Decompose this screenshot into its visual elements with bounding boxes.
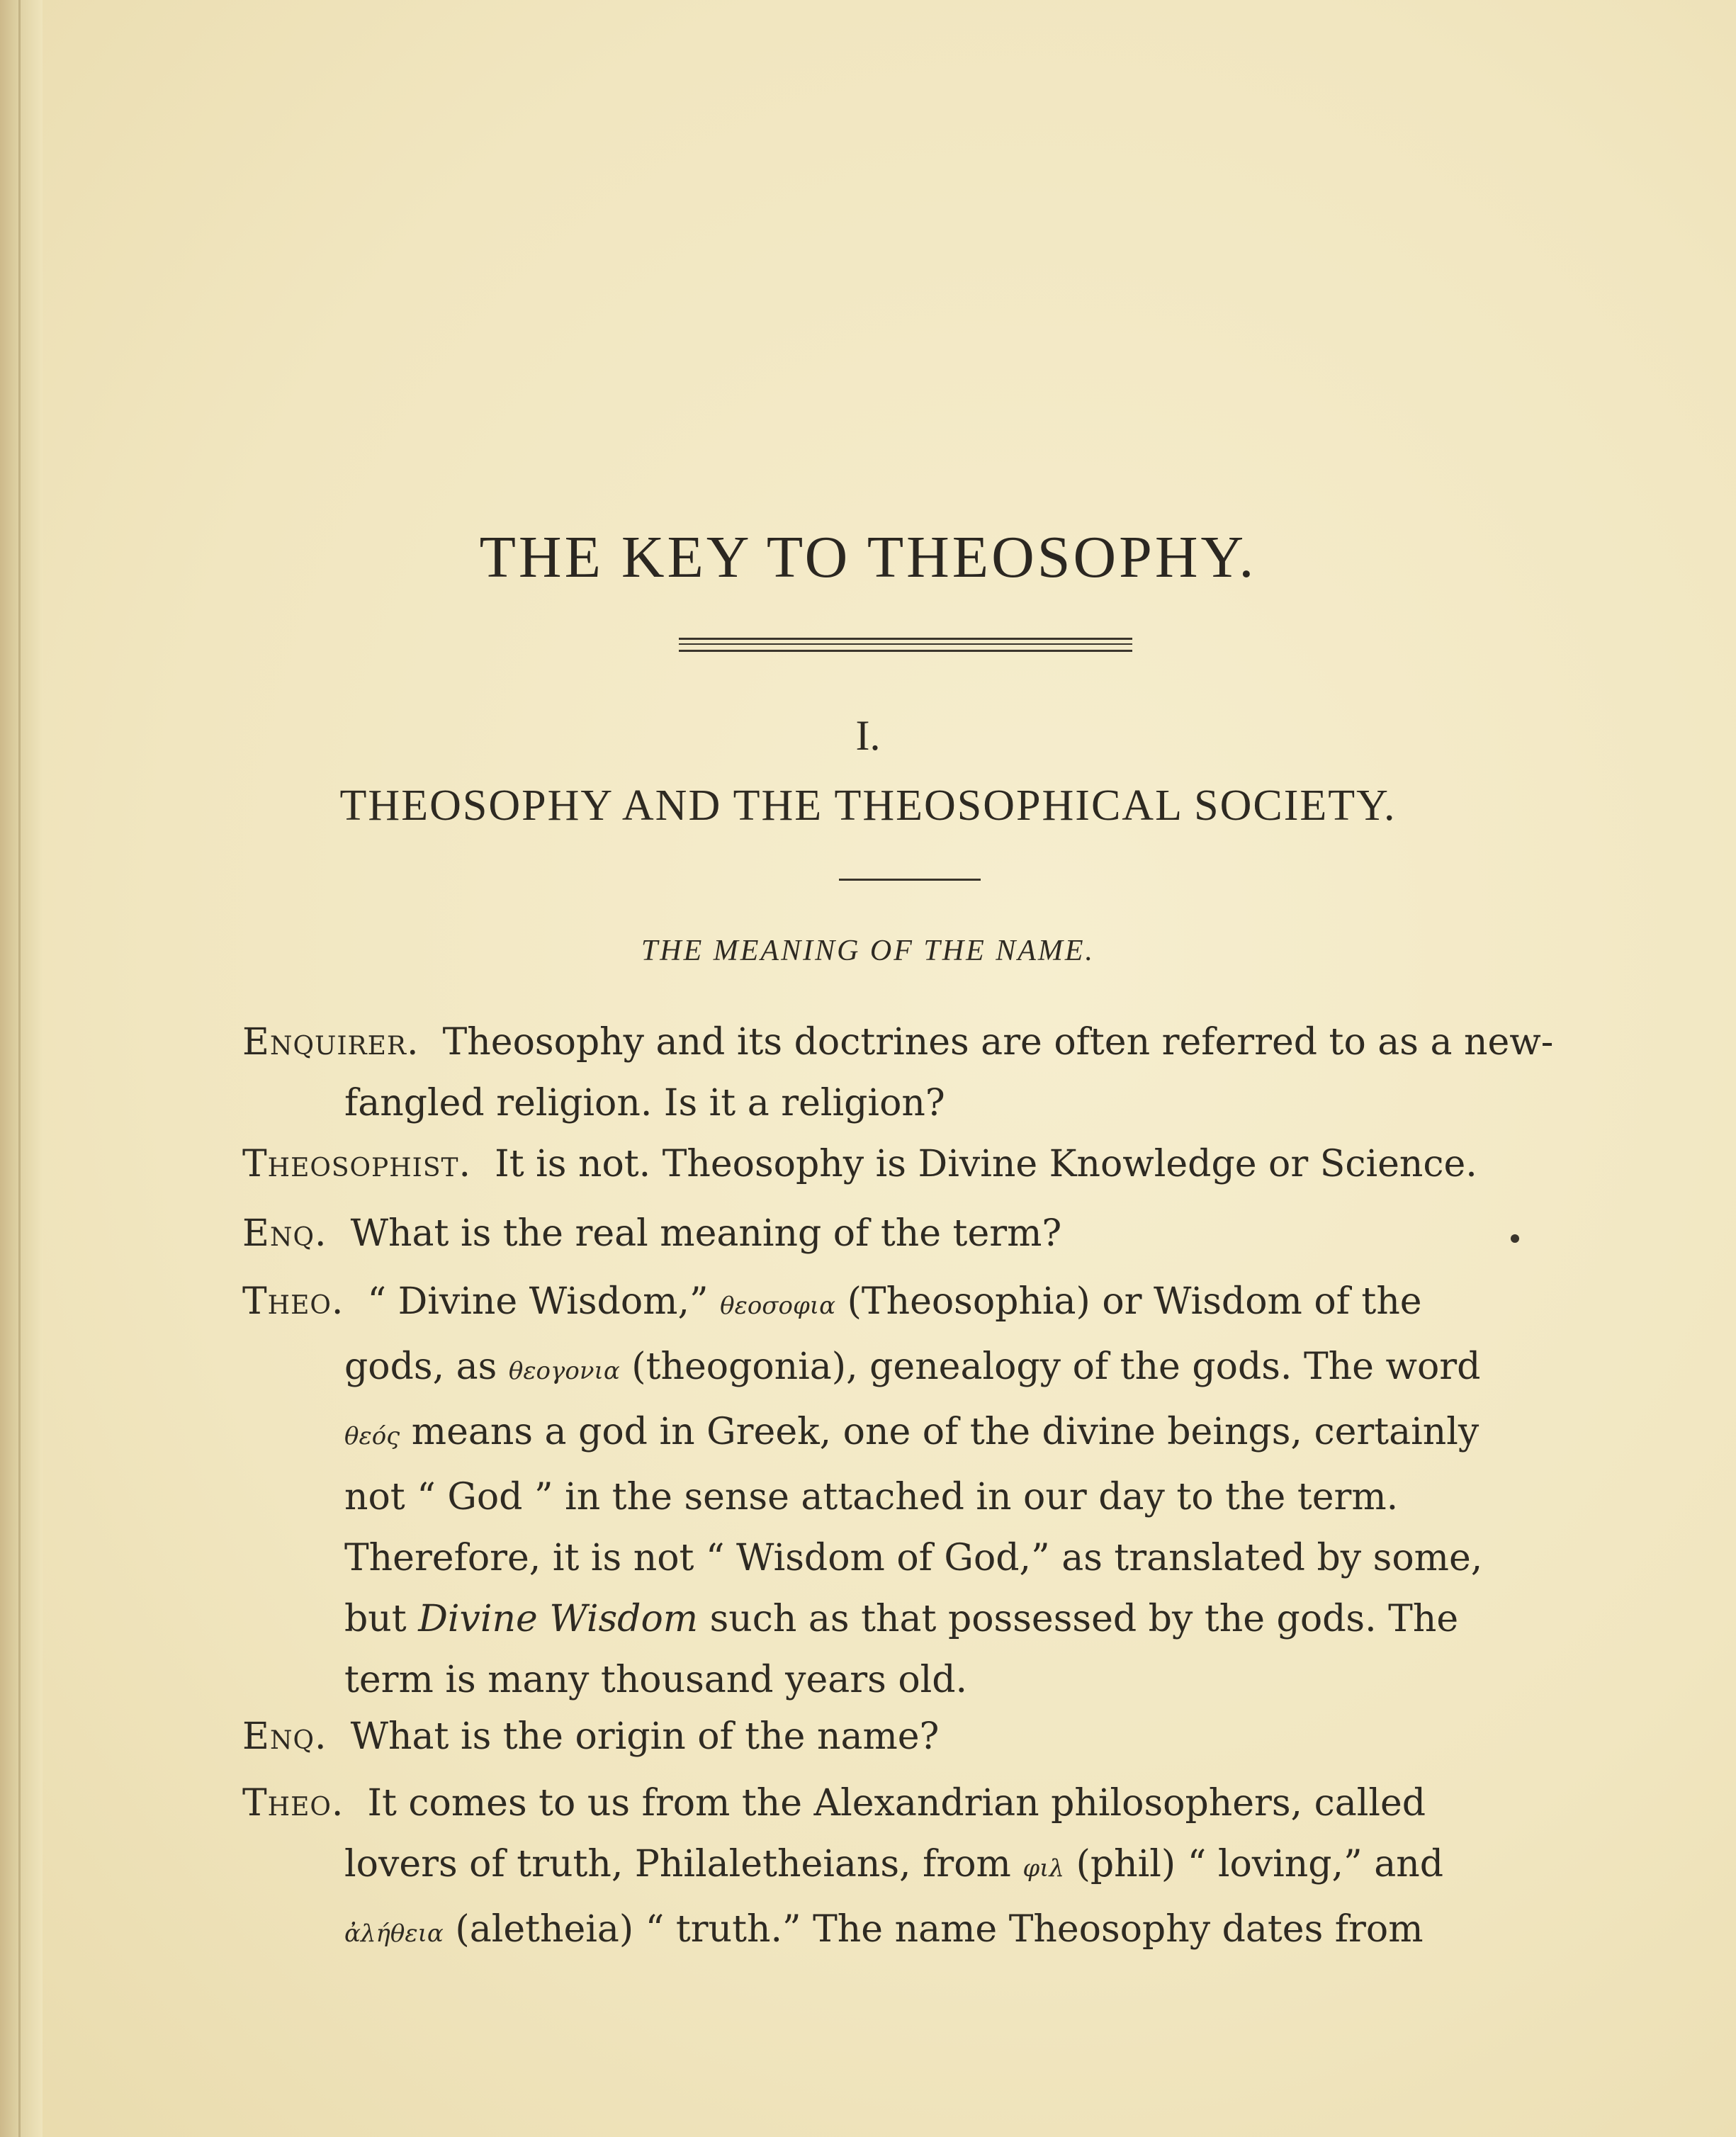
section-heading: THE MEANING OF THE NAME. [641,935,1095,967]
dialogue-text: What is the real meaning of the term? [350,1212,1062,1255]
dialogue-theosophist [242,1134,1587,1195]
dialogue-theo-1 [242,1271,1587,1710]
speaker-label: Theo. [242,1280,344,1323]
dialogue-line [242,1589,1587,1650]
dialogue-line [242,1271,1587,1336]
speaker-label: Enquirer. [242,1021,419,1064]
greek-word: θεοσοφια [720,1292,836,1320]
greek-word: φιλ [1022,1854,1065,1883]
chapter-number: I. [855,712,881,759]
dialogue-text: fangled religion. Is it a religion? [344,1082,945,1124]
dialogue-text: It comes to us from the Alexandrian philosophers, called [367,1782,1426,1825]
dialogue-line [242,1899,1587,1964]
single-rule-divider [839,879,981,881]
dialogue-enq-2 [242,1706,1587,1767]
dialogue-text: means a god in Greek, one of the divine beings, certainly [400,1411,1479,1453]
dialogue-text: (aletheia) “ truth.” The name Theosophy dates from [443,1908,1424,1951]
speaker-label: Theo. [242,1782,344,1825]
dialogue-text: (theogonia), genealogy of the gods. The word [619,1346,1481,1388]
book-title: THE KEY TO THEOSOPHY. [479,524,1257,590]
dialogue-text: Therefore, it is not “ Wisdom of God,” as translated by some, [344,1537,1483,1579]
dialogue-line [242,1773,1587,1834]
dialogue-text: (phil) “ loving,” and [1064,1843,1443,1885]
greek-word: ἀλήθεια [344,1919,444,1948]
dialogue-line [242,1336,1587,1402]
dialogue-text: “ Divine Wisdom,” [367,1280,721,1323]
dialogue-text: (Theosophia) or Wisdom of the [835,1280,1422,1323]
dialogue-line [242,1402,1587,1467]
dialogue-text: It is not. Theosophy is Divine Knowledge or Science. [495,1143,1477,1185]
dialogue-text: but [344,1598,419,1640]
dialogue-line [242,1706,1587,1767]
double-rule-divider [679,638,1132,652]
book-spine-edge [0,0,43,2137]
dialogue-theo-2 [242,1773,1587,1964]
greek-word: θεός [344,1422,400,1450]
dialogue-text: Theosophy and its doctrines are often referred to as a new- [442,1021,1554,1064]
dialogue-text: What is the origin of the name? [350,1715,940,1758]
dialogue-text: term is many thousand years old. [344,1659,968,1701]
dialogue-line [242,1203,1587,1264]
dialogue-text: not “ God ” in the sense attached in our day to the term. [344,1476,1399,1518]
speaker-label: Theosophist. [242,1143,472,1185]
chapter-title: THEOSOPHY AND THE THEOSOPHICAL SOCIETY. [339,782,1397,830]
dialogue-line [242,1012,1587,1073]
dialogue-text: lovers of truth, Philaletheians, from [344,1843,1023,1885]
dialogue-line [242,1834,1587,1899]
emphasis-text: Divine Wisdom [418,1598,699,1640]
dialogue-enq-1 [242,1203,1587,1264]
spine-line [18,0,21,2137]
dialogue-text: such as that possessed by the gods. The [698,1598,1459,1640]
dialogue-text: gods, as [344,1346,509,1388]
speaker-label: Enq. [242,1715,327,1758]
speaker-label: Enq. [242,1212,327,1255]
dialogue-enquirer [242,1012,1587,1134]
greek-word: θεογονια [508,1357,620,1385]
dialogue-line [242,1134,1587,1195]
